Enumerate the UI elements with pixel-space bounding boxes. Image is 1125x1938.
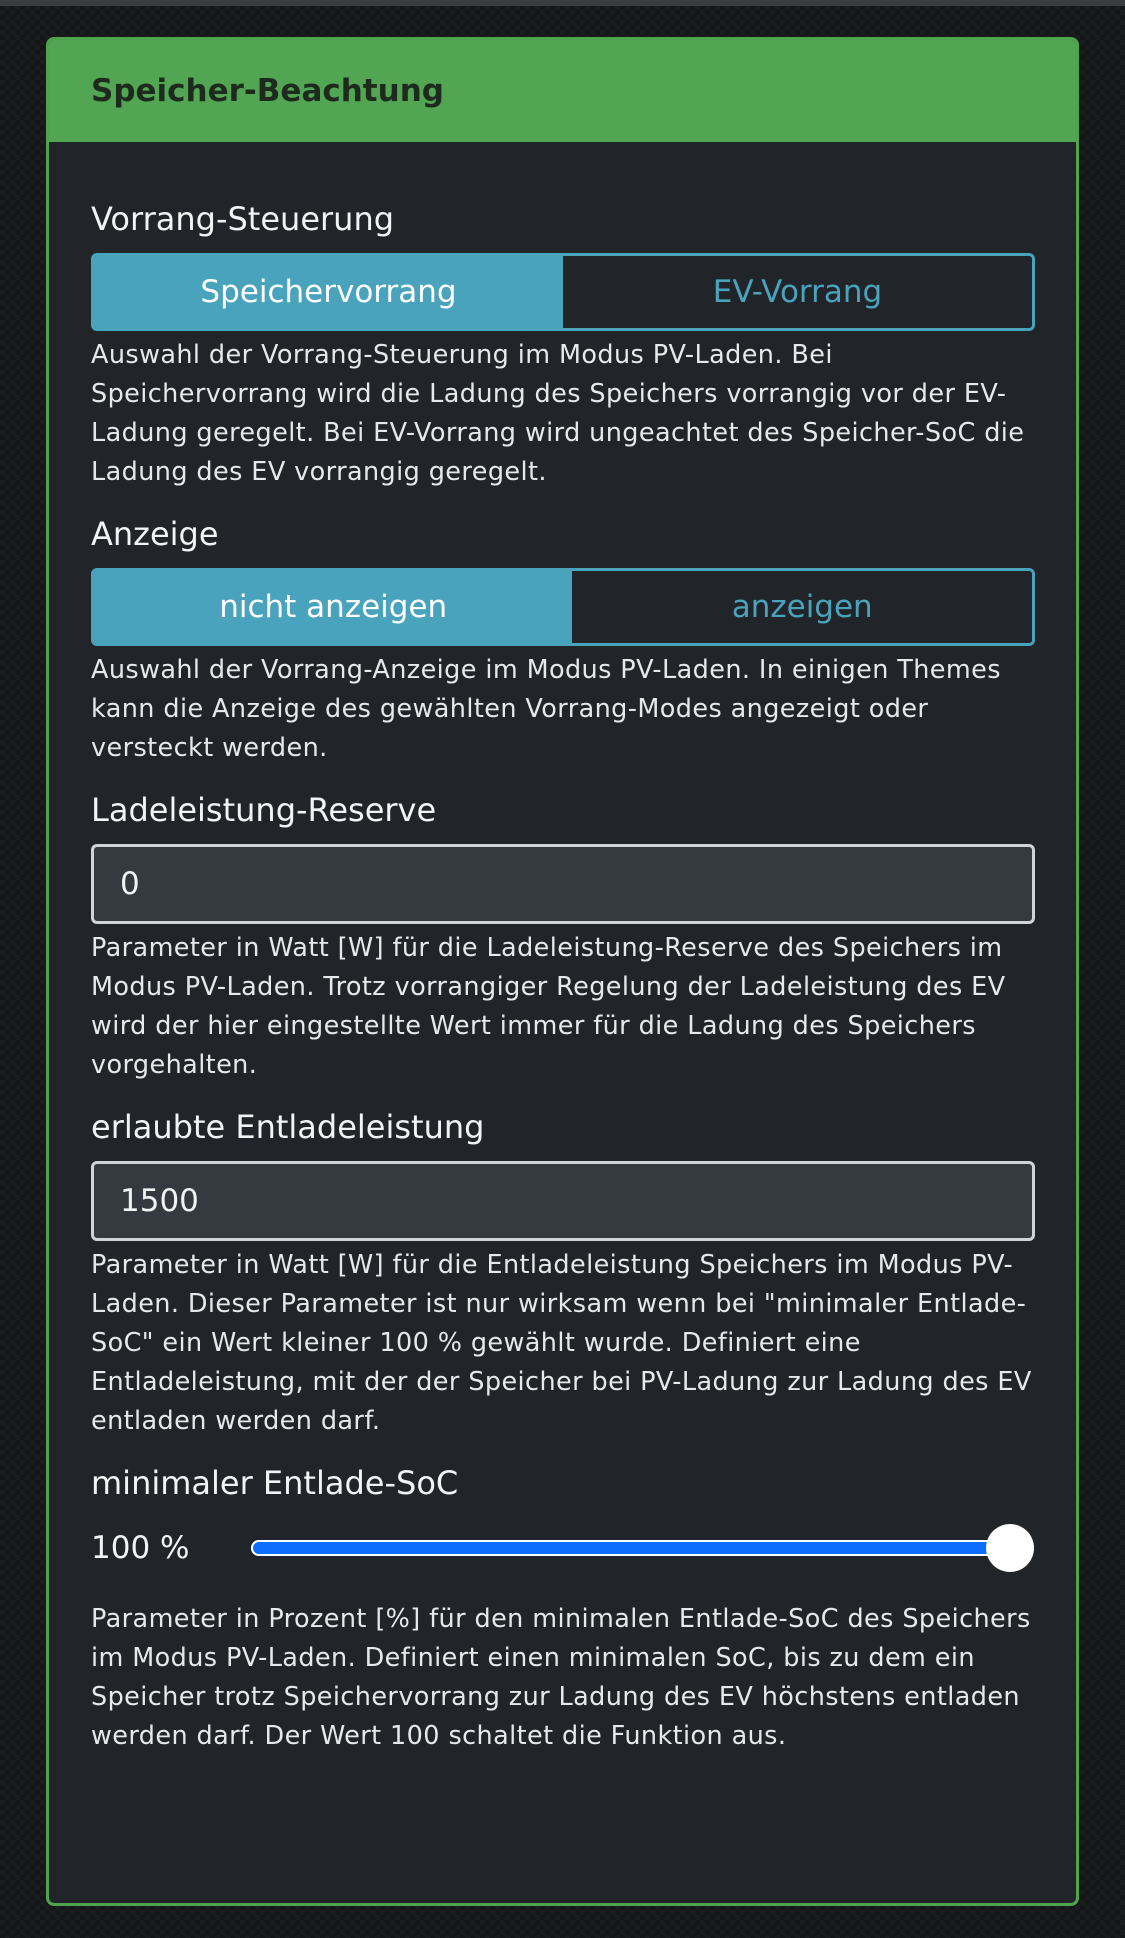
top-bar — [0, 0, 1125, 6]
min-soc-slider-row — [91, 1518, 1034, 1578]
display-option-show-button[interactable]: anzeigen — [572, 571, 1032, 643]
priority-option-storage-button[interactable]: Speichervorrang — [94, 256, 563, 328]
settings-card — [46, 37, 1079, 1906]
card-title: Speicher-Beachtung — [91, 73, 444, 109]
card-header — [49, 40, 1076, 142]
discharge-help-text: Parameter in Watt [W] für die Entladeleistung Speichers im Modus PV-Laden. Dieser Parameter ist nur wirksam wenn bei "minimaler Entlade-SoC" ein Wert kleiner 100 % gewählt wurde. Definiert eine Entladeleistung, mit der der Speicher bei PV-Ladung zur Ladung des EV entladen werden darf. — [91, 1250, 1032, 1436]
card-body — [49, 200, 1076, 1756]
min-soc-section — [91, 1464, 1034, 1756]
min-soc-label: minimaler Entlade-SoC — [91, 1464, 459, 1502]
slider-thumb[interactable] — [986, 1524, 1034, 1572]
min-soc-slider[interactable] — [251, 1540, 1034, 1556]
priority-help-text: Auswahl der Vorrang-Steuerung im Modus PV-Laden. Bei Speichervorrang wird die Ladung des Speichers vorrangig vor der EV-Ladung geregelt. Bei EV-Vorrang wird ungeachtet des Speicher-SoC die Ladung des EV vorrangig geregelt. — [91, 340, 1025, 487]
display-help-text: Auswahl der Vorrang-Anzeige im Modus PV-Laden. In einigen Themes kann die Anzeige des gewählten Vorrang-Modes angezeigt oder versteckt werden. — [91, 655, 1001, 763]
priority-section — [91, 200, 1034, 492]
priority-option-ev-button[interactable]: EV-Vorrang — [563, 256, 1032, 328]
discharge-section — [91, 1108, 1034, 1441]
slider-fill — [251, 1540, 1022, 1556]
reserve-input[interactable]: 0 — [91, 844, 1035, 924]
priority-button-group — [91, 253, 1035, 331]
reserve-label: Ladeleistung-Reserve — [91, 791, 437, 829]
reserve-help-text: Parameter in Watt [W] für die Ladeleistung-Reserve des Speichers im Modus PV-Laden. Trotz vorrangiger Regelung der Ladeleistung des EV wird der hier eingestellte Wert immer für die Ladung des Speichers vorgehalten. — [91, 933, 1006, 1080]
reserve-section — [91, 791, 1034, 1085]
display-label: Anzeige — [91, 515, 219, 553]
priority-label: Vorrang-Steuerung — [91, 200, 395, 238]
min-soc-value: 100 % — [91, 1530, 190, 1566]
discharge-input[interactable]: 1500 — [91, 1161, 1035, 1241]
display-button-group — [91, 568, 1035, 646]
min-soc-help-text: Parameter in Prozent [%] für den minimalen Entlade-SoC des Speichers im Modus PV-Laden. Definiert einen minimalen SoC, bis zu dem ein Speicher trotz Speichervorrang zur Ladung des EV höchstens entladen werden darf. Der Wert 100 schaltet die Funktion aus. — [91, 1604, 1031, 1751]
display-option-hide-button[interactable]: nicht anzeigen — [94, 571, 572, 643]
display-section — [91, 515, 1034, 768]
discharge-label: erlaubte Entladeleistung — [91, 1108, 485, 1146]
